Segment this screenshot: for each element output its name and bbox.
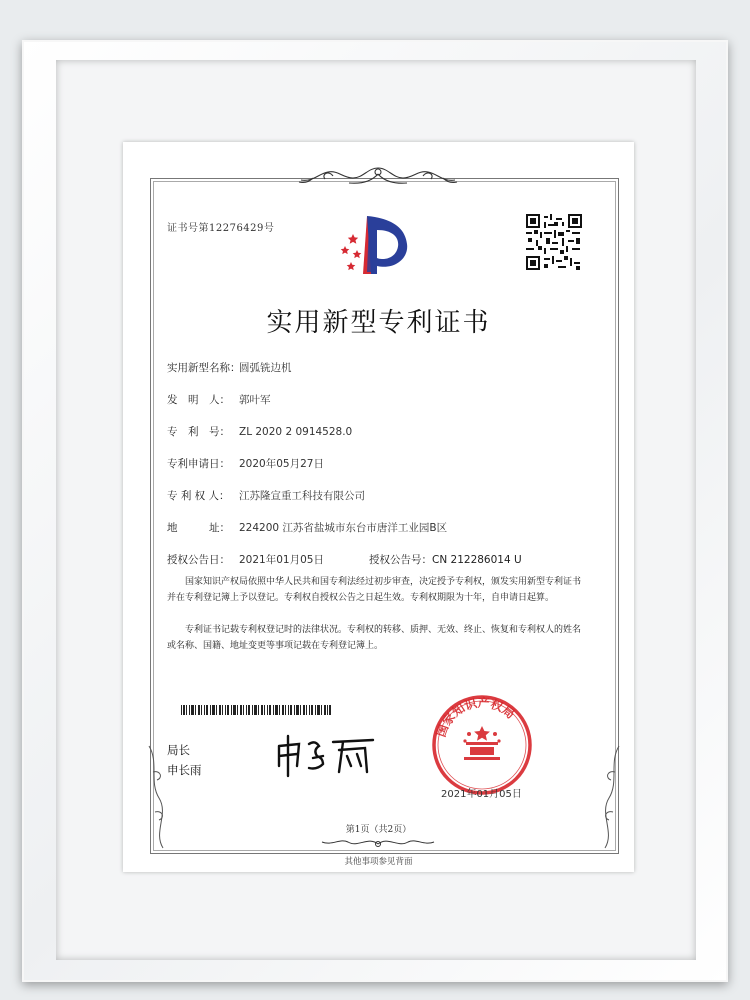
official-seal-icon: [431, 694, 533, 796]
page-number: 第1页（共2页）: [345, 825, 412, 835]
grant-number-value: CN 212286014 U: [432, 554, 522, 566]
field-label: 专利申请日：: [167, 458, 230, 470]
field-value: ZL 2020 2 0914528.0: [239, 426, 353, 438]
field-inventor: [167, 392, 271, 407]
director-name: 申长雨: [167, 763, 202, 777]
top-ornament-icon: [293, 164, 463, 190]
footnote: 其他事项参见背面: [344, 857, 413, 867]
qr-code-icon: [526, 214, 582, 270]
field-patent-number: [167, 424, 352, 439]
field-label: 地 址：: [167, 522, 230, 534]
field-address: [167, 520, 447, 535]
field-value: 郭叶军: [239, 394, 271, 406]
corner-ornament-icon: [145, 742, 185, 852]
certificate-title: 实用新型专利证书: [266, 308, 491, 338]
certificate-number: 证书号第12276429号: [167, 223, 275, 234]
seal-date: 2021年01月05日: [441, 789, 522, 800]
field-application-date: [167, 456, 324, 471]
field-patentee: [167, 488, 365, 503]
seal-text: 国家知识产权局: [433, 695, 518, 739]
grant-number-label: 授权公告号：: [369, 554, 432, 566]
certificate-inner-border: [153, 181, 616, 851]
field-label: 专 利 号：: [167, 426, 230, 438]
patent-logo-icon: [337, 212, 413, 278]
field-label: 实用新型名称：: [167, 362, 241, 374]
director-title: 局长: [167, 743, 190, 757]
grant-date-label: 授权公告日：: [167, 554, 230, 566]
legal-status-paragraph: 专利证书记载专利权登记时的法律状况。专利权的转移、质押、无效、终止、恢复和专利权人的姓名或名称、国籍、地址变更等事项记载在专利登记簿上。: [167, 625, 582, 651]
field-value: 江苏隆宣重工科技有限公司: [239, 490, 365, 502]
field-value: 2020年05月27日: [239, 458, 324, 470]
field-label: 发 明 人：: [167, 394, 230, 406]
field-label: 专 利 权 人：: [167, 490, 230, 502]
certificate-paper: [123, 142, 634, 872]
bottom-ornament-icon: [318, 834, 438, 852]
field-utility-model-name: [167, 360, 292, 375]
field-value: 圆弧铣边机: [239, 362, 292, 374]
grant-statement-paragraph: 国家知识产权局依照中华人民共和国专利法经过初步审查，决定授予专利权，颁发实用新型专利证书并在专利登记簿上予以登记。专利权自授权公告之日起生效。专利权期限为十年，自申请日起算。: [167, 577, 582, 603]
corner-ornament-icon: [583, 742, 623, 852]
signature-icon: [273, 732, 383, 782]
field-value: 224200 江苏省盐城市东台市唐洋工业园B区: [239, 522, 448, 534]
grant-date-value: 2021年01月05日: [239, 554, 324, 566]
barcode-icon: [181, 705, 331, 715]
field-grant: [167, 552, 597, 567]
